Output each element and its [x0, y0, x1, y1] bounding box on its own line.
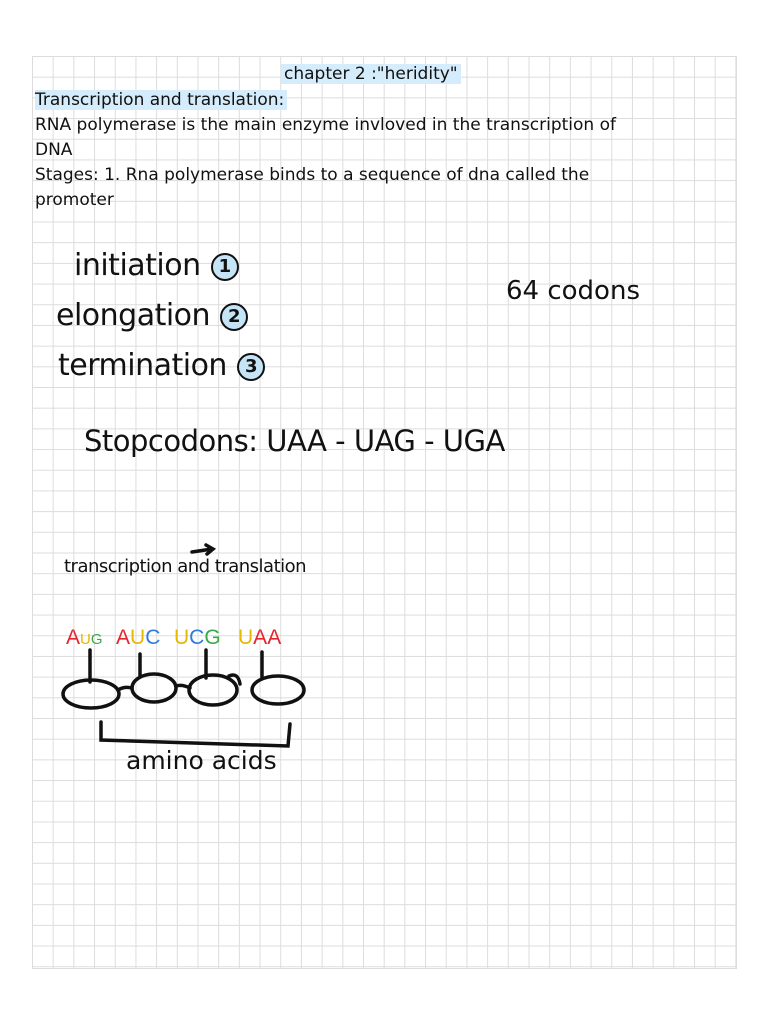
codon-letter: A: [267, 626, 282, 649]
codon-letter: G: [204, 626, 221, 649]
stage-initiation: initiation 1: [74, 248, 239, 283]
stage-number-badge: 2: [220, 303, 248, 331]
body-line-1: RNA polymerase is the main enzyme invloved in the transcription of: [35, 115, 616, 135]
codon-letter: A: [66, 626, 81, 649]
amino-acid-oval: [252, 676, 304, 704]
codon-letter: U: [238, 626, 254, 649]
stage-number-badge: 1: [211, 253, 239, 281]
section-subtitle: Transcription and translation:: [35, 88, 287, 113]
body-line-2: DNA: [35, 140, 73, 160]
codon-letter: C: [189, 626, 205, 649]
codon-letter: A: [253, 626, 268, 649]
amino-acid-oval: [63, 680, 119, 708]
codon-letter: A: [116, 626, 131, 649]
amino-acid-oval: [132, 674, 176, 702]
bond-line: [176, 685, 190, 688]
codon-letter: U: [80, 631, 91, 648]
body-line-3: Stages: 1. Rna polymerase binds to a sequence of dna called the: [35, 165, 590, 185]
stop-codons: Stopcodons: UAA - UAG - UGA: [84, 424, 505, 458]
chapter-title: chapter 2 :"heridity": [281, 62, 461, 87]
codon-letter: U: [174, 626, 190, 649]
codon-letter: C: [145, 626, 161, 649]
codon-letter: G: [90, 631, 103, 648]
stage-termination: termination 3: [58, 348, 265, 383]
process-label: transcription and translation: [64, 556, 307, 577]
amino-acid-oval: [189, 675, 237, 705]
stage-elongation: elongation 2: [56, 298, 248, 333]
amino-acids-label: amino acids: [126, 746, 277, 775]
stage-number-badge: 3: [237, 353, 265, 381]
bracket: [101, 722, 290, 746]
codons-note: 64 codons: [506, 276, 640, 306]
bond-line: [118, 687, 132, 690]
codon-letter: U: [130, 626, 146, 649]
body-line-4: promoter: [35, 190, 114, 210]
